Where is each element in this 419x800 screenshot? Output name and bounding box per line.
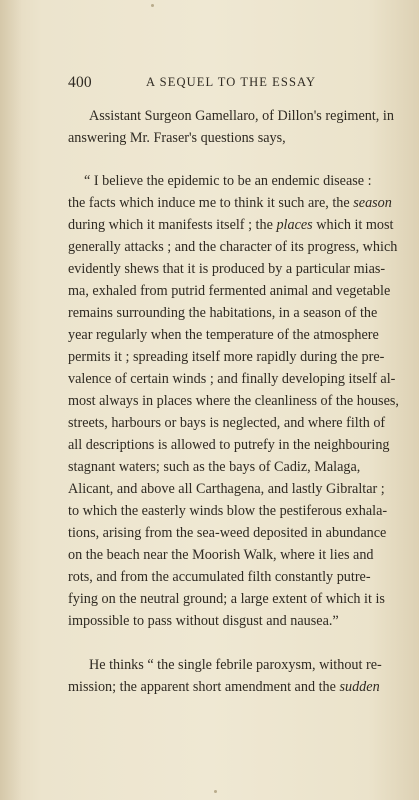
running-title: A SEQUEL TO THE ESSAY bbox=[146, 75, 317, 89]
text-line: all descriptions is allowed to putrefy in the neighbouring bbox=[68, 437, 390, 453]
paper-speck bbox=[214, 790, 217, 793]
text-line: mission; the apparent short amendment and the sudden bbox=[68, 679, 380, 695]
text-line: streets, harbours or bays is neglected, and where filth of bbox=[68, 415, 386, 431]
text-line: generally attacks ; and the character of its progress, which bbox=[68, 239, 398, 255]
text-line: He thinks “ the single febrile paroxysm, without re- bbox=[89, 657, 382, 673]
text-line: permits it ; spreading itself more rapidly during the pre- bbox=[68, 349, 385, 365]
text-line: ma, exhaled from putrid fermented animal and vegetable bbox=[68, 283, 391, 299]
text-line: the facts which induce me to think it such are, the season bbox=[68, 195, 392, 211]
text-line: year regularly when the temperature of the atmosphere bbox=[68, 327, 379, 343]
text-line: evidently shews that it is produced by a particular mias- bbox=[68, 261, 386, 277]
text-line: fying on the neutral ground; a large extent of which it is bbox=[68, 591, 385, 607]
text-line: during which it manifests itself ; the places which it most bbox=[68, 217, 394, 233]
page-edge-shading bbox=[0, 0, 22, 800]
text-line: Assistant Surgeon Gamellaro, of Dillon's regiment, in bbox=[89, 108, 394, 124]
text-line: on the beach near the Moorish Walk, where it lies and bbox=[68, 547, 374, 563]
page-number: 400 bbox=[68, 74, 92, 91]
text-line: tions, arising from the sea-weed deposited in abundance bbox=[68, 525, 387, 541]
text-line: valence of certain winds ; and finally developing itself al- bbox=[68, 371, 396, 387]
text-line: to which the easterly winds blow the pestiferous exhala- bbox=[68, 503, 388, 519]
text-line: impossible to pass without disgust and nausea.” bbox=[68, 613, 339, 629]
text-line: stagnant waters; such as the bays of Cadiz, Malaga, bbox=[68, 459, 361, 475]
text-line: Alicant, and above all Carthagena, and lastly Gibraltar ; bbox=[68, 481, 385, 497]
page-header bbox=[68, 74, 368, 94]
text-line: answering Mr. Fraser's questions says, bbox=[68, 130, 286, 146]
text-line: rots, and from the accumulated filth constantly putre- bbox=[68, 569, 371, 585]
text-line: “ I believe the epidemic to be an endemic disease : bbox=[84, 173, 372, 189]
paper-speck bbox=[151, 4, 154, 7]
text-line: remains surrounding the habitations, in a season of the bbox=[68, 305, 378, 321]
text-line: most always in places where the cleanliness of the houses, bbox=[68, 393, 399, 409]
